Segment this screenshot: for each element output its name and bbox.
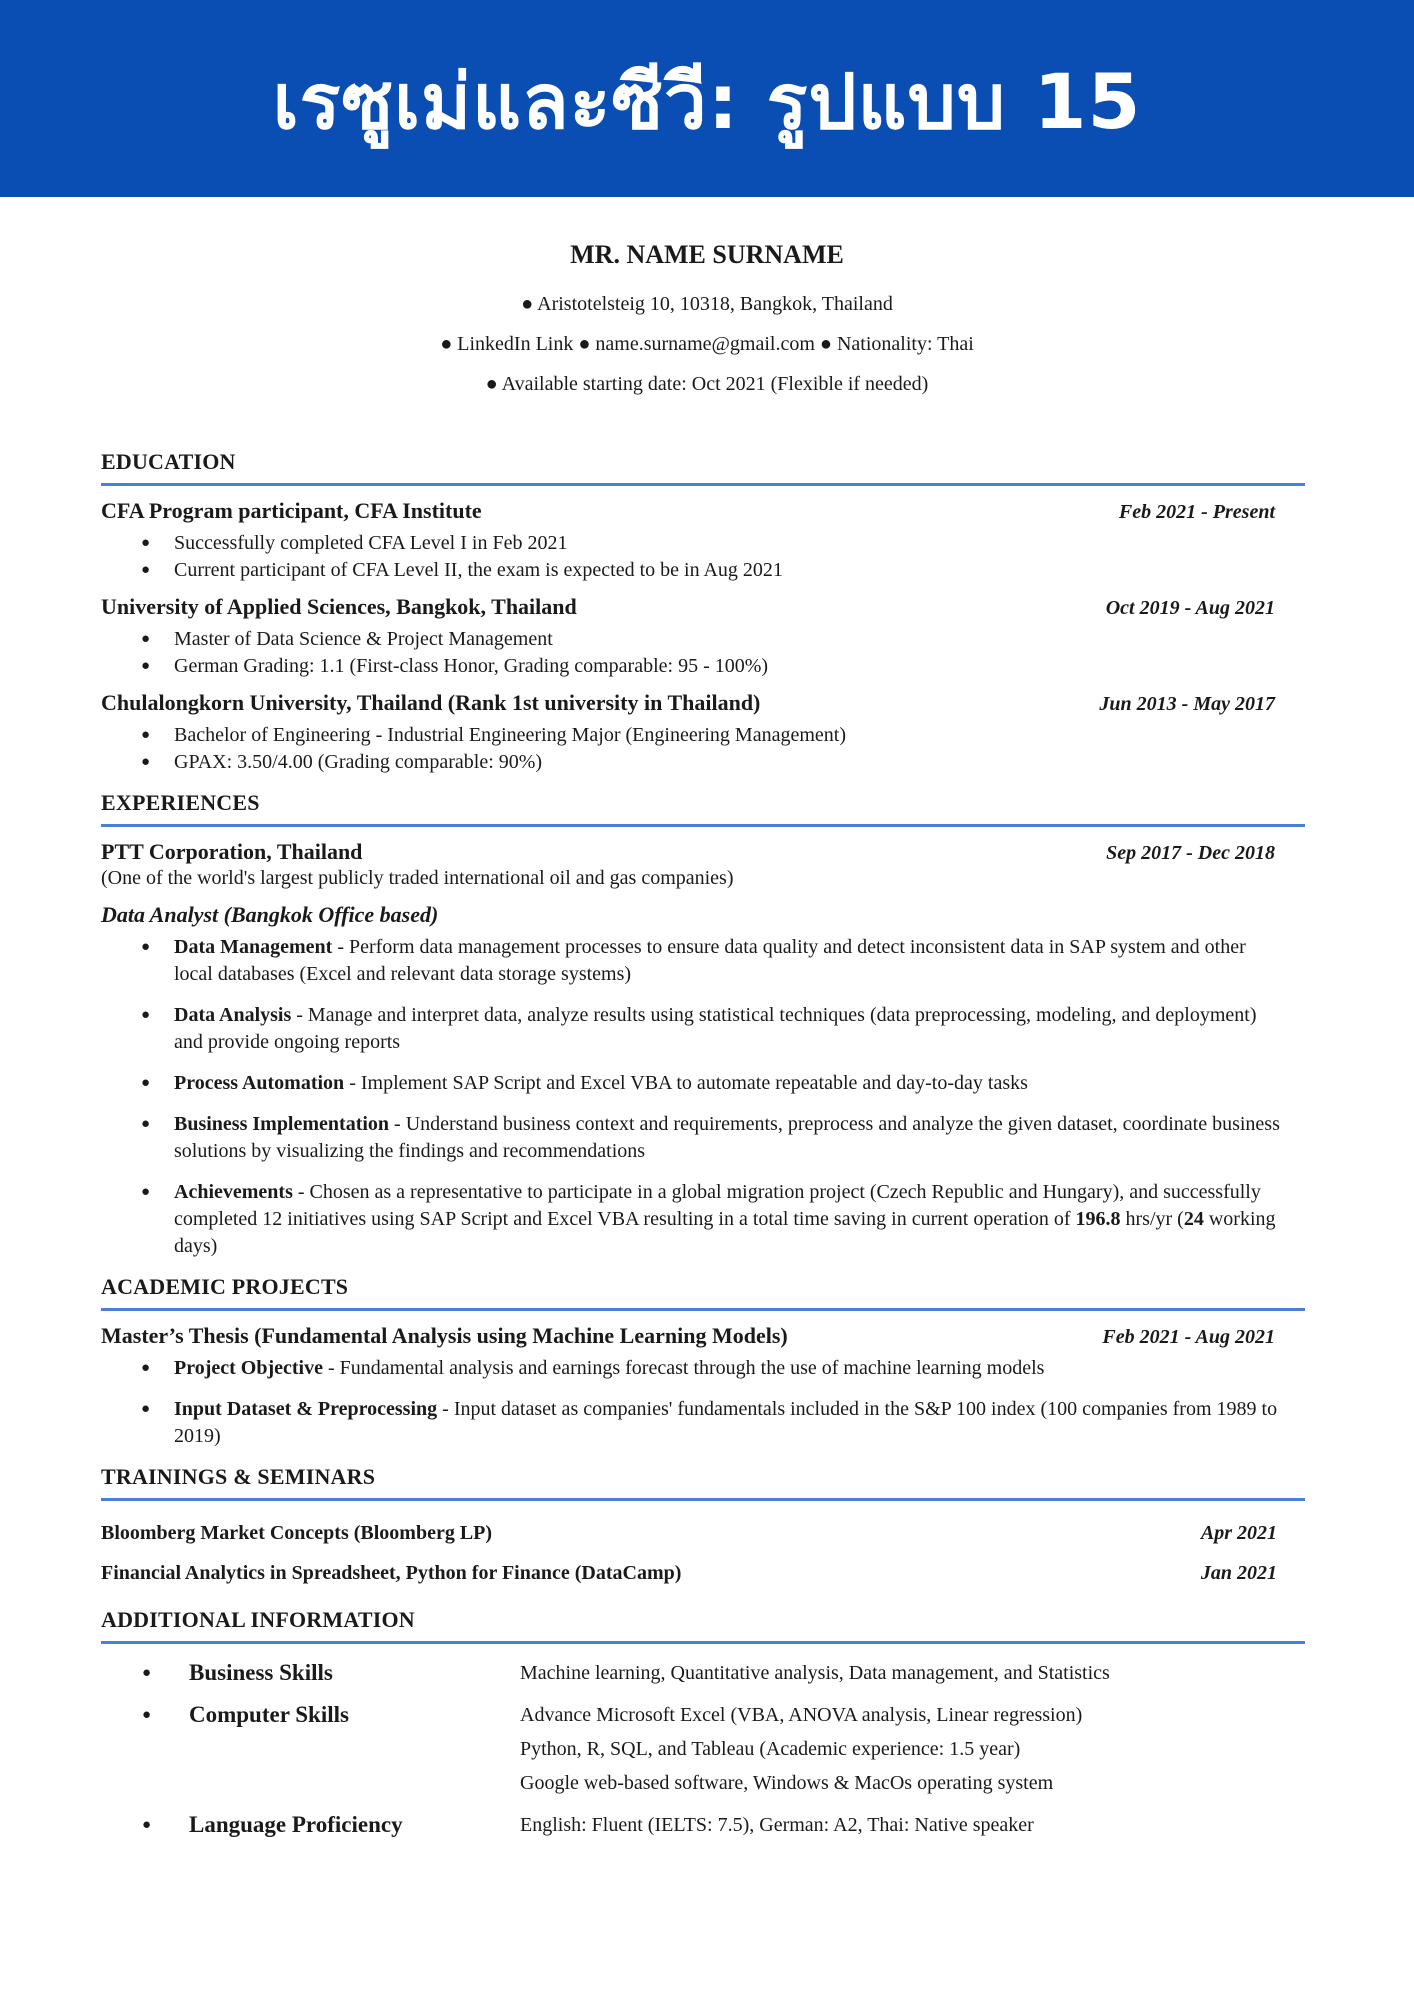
entry-date: Jun 2013 - May 2017 — [1099, 693, 1275, 715]
training-row — [101, 1553, 1305, 1593]
list-item: ● Bachelor of Engineering - Industrial Engineering Major (Engineering Management) — [174, 722, 1305, 749]
bullet-icon: ● — [142, 1665, 152, 1681]
list-item: ● GPAX: 3.50/4.00 (Grading comparable: 90%) — [174, 749, 1305, 776]
training-name: Financial Analytics in Spreadsheet, Python for Finance (DataCamp) — [101, 1562, 682, 1584]
item-text: - Implement SAP Script and Excel VBA to automate repeatable and day-to-day tasks — [344, 1072, 1028, 1094]
item-text: - Chosen as a representative to participate in a global migration project (Czech Republic and Hungary), and successfully completed 12 initiatives using SAP Script and Excel VBA resulting in a total time saving in current operation of — [174, 1181, 1261, 1230]
section-divider — [101, 1308, 1305, 1311]
skill-label: Computer Skills — [189, 1702, 349, 1727]
academic-projects-section — [101, 1274, 1305, 1450]
hours-value: 196.8 — [1075, 1208, 1121, 1230]
list-item — [174, 1179, 1284, 1260]
list-item — [174, 1070, 1284, 1097]
item-text: - Input dataset as companies' fundamentals included in the S&P 100 index (100 companies from 1989 to 2019) — [174, 1398, 1278, 1447]
section-heading: ACADEMIC PROJECTS — [101, 1274, 349, 1299]
skill-row — [101, 1698, 1305, 1800]
education-section — [101, 449, 1305, 776]
additional-info-section — [101, 1607, 1305, 1842]
item-text: hrs/yr ( — [1120, 1208, 1184, 1230]
section-heading: TRAININGS & SEMINARS — [101, 1464, 376, 1489]
list-item — [174, 1111, 1284, 1165]
list-item: ● Master of Data Science & Project Management — [174, 626, 1305, 653]
title-banner — [0, 0, 1414, 197]
institution-name: CFA Program participant, CFA Institute — [101, 498, 482, 523]
availability-line: ● Available starting date: Oct 2021 (Flexible if needed) — [485, 373, 929, 395]
entry-date: Oct 2019 - Aug 2021 — [1105, 597, 1275, 619]
days-value: 24 — [1183, 1208, 1204, 1230]
contact-header — [0, 240, 1414, 404]
list-item: ● German Grading: 1.1 (First-class Honor, Grading comparable: 95 - 100%) — [174, 653, 1305, 680]
entry-date: Apr 2021 — [1200, 1522, 1277, 1544]
entry-date: Feb 2021 - Aug 2021 — [1102, 1326, 1275, 1348]
entry-date: Sep 2017 - Dec 2018 — [1106, 842, 1275, 864]
item-label: Achievements — [174, 1181, 293, 1203]
section-divider — [101, 824, 1305, 827]
education-entry — [101, 498, 1305, 584]
item-label: Input Dataset & Preprocessing — [174, 1398, 438, 1420]
list-item — [174, 934, 1284, 988]
list-item — [174, 1355, 1284, 1382]
company-name: PTT Corporation, Thailand — [101, 839, 363, 864]
skill-row — [101, 1808, 1305, 1842]
entry-date: Feb 2021 - Present — [1118, 501, 1275, 523]
bullet-icon: ● — [142, 1707, 152, 1723]
section-heading: ADDITIONAL INFORMATION — [101, 1607, 415, 1632]
institution-name: University of Applied Sciences, Bangkok, Thailand — [101, 594, 577, 619]
project-name: Master’s Thesis (Fundamental Analysis using Machine Learning Models) — [101, 1323, 788, 1348]
training-row — [101, 1513, 1305, 1553]
item-label: Process Automation — [174, 1072, 345, 1094]
education-entry — [101, 690, 1305, 776]
section-heading: EXPERIENCES — [101, 790, 260, 815]
education-entry — [101, 594, 1305, 680]
section-heading: EDUCATION — [101, 449, 236, 474]
trainings-section — [101, 1464, 1305, 1593]
item-text: - Understand business context and requirements, preprocess and analyze the given dataset, coordinate business solutions by visualizing the findings and recommendations — [174, 1113, 1280, 1162]
skill-value: Advance Microsoft Excel (VBA, ANOVA analysis, Linear regression) — [520, 1704, 1083, 1726]
bullet-icon: ● — [142, 1817, 152, 1833]
section-divider — [101, 1498, 1305, 1501]
skill-value: Python, R, SQL, and Tableau (Academic experience: 1.5 year) — [520, 1738, 1021, 1760]
item-label: Business Implementation — [174, 1113, 390, 1135]
skill-value: Machine learning, Quantitative analysis, Data management, and Statistics — [520, 1662, 1110, 1684]
section-divider — [101, 483, 1305, 486]
candidate-name: MR. NAME SURNAME — [570, 240, 844, 269]
item-text: - Perform data management processes to ensure data quality and detect inconsistent data in SAP system and other local databases (Excel and relevant data storage systems) — [174, 936, 1246, 985]
entry-date: Jan 2021 — [1200, 1562, 1277, 1584]
list-item — [174, 1396, 1284, 1450]
list-item — [174, 1002, 1284, 1056]
contact-line: ● LinkedIn Link ● name.surname@gmail.com ● Nationality: Thai — [440, 333, 974, 355]
list-item: ● Successfully completed CFA Level I in Feb 2021 — [174, 530, 1305, 557]
item-text: - Manage and interpret data, analyze results using statistical techniques (data preprocessing, modeling, and deployment) and provide ongoing reports — [174, 1004, 1257, 1053]
job-role: Data Analyst (Bangkok Office based) — [101, 902, 439, 927]
skills-table — [101, 1656, 1305, 1842]
skill-label: Language Proficiency — [189, 1812, 403, 1837]
experiences-section — [101, 790, 1305, 1260]
item-text: working days) — [174, 1208, 1276, 1257]
skill-value: English: Fluent (IELTS: 7.5), German: A2, Thai: Native speaker — [520, 1814, 1034, 1836]
skill-row — [101, 1656, 1305, 1690]
address-line: ● Aristotelsteig 10, 10318, Bangkok, Thailand — [521, 293, 893, 315]
company-description: (One of the world's largest publicly traded international oil and gas companies) — [101, 867, 734, 889]
item-label: Data Analysis — [174, 1004, 292, 1026]
skill-value: Google web-based software, Windows & MacOs operating system — [520, 1772, 1054, 1794]
section-divider — [101, 1641, 1305, 1644]
item-label: Project Objective — [174, 1357, 323, 1379]
list-item: ● Current participant of CFA Level II, the exam is expected to be in Aug 2021 — [174, 557, 1305, 584]
document-title: เรซูเม่และซีวี: รูปแบบ 15 — [272, 56, 1142, 146]
resume-body — [101, 449, 1305, 1842]
institution-name: Chulalongkorn University, Thailand (Rank 1st university in Thailand) — [101, 690, 761, 715]
item-text: - Fundamental analysis and earnings forecast through the use of machine learning models — [323, 1357, 1045, 1379]
skill-label: Business Skills — [189, 1660, 333, 1685]
item-label: Data Management — [174, 936, 333, 958]
training-name: Bloomberg Market Concepts (Bloomberg LP) — [101, 1522, 493, 1544]
